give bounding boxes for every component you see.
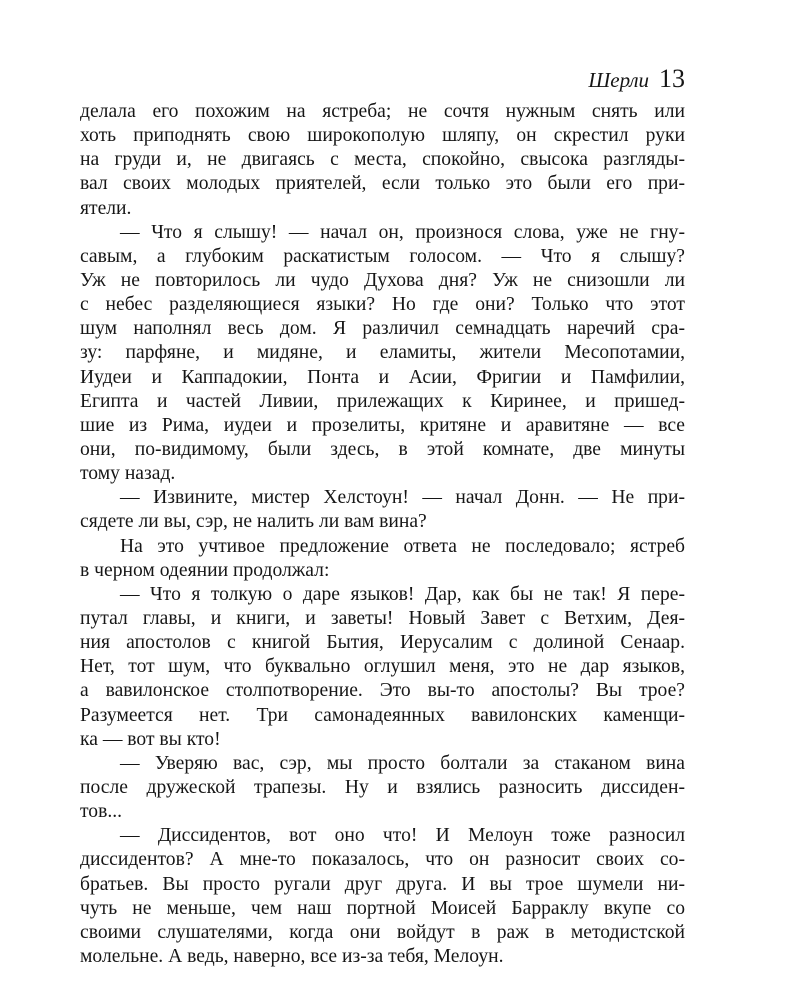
text-line: на груди и, не двигаясь с места, спокойно, свысока разгляды-: [80, 149, 685, 171]
text-line: — Что я толкую о даре языков! Дар, как бы не так! Я пере-: [120, 583, 685, 605]
text-line: сядете ли вы, сэр, не налить ли вам вина?: [80, 511, 427, 533]
text-line: ятели.: [80, 197, 132, 219]
text-line: — Уверяю вас, сэр, мы просто болтали за стаканом вина: [120, 752, 685, 774]
text-line: тов...: [80, 801, 123, 823]
text-line: Египта и частей Ливии, прилежащих к Киринее, и пришед-: [80, 390, 685, 412]
text-line: путал главы, и книги, и заветы! Новый Завет с Ветхим, Дея-: [80, 607, 685, 629]
text-line: братьев. Вы просто ругали друг друга. И вы трое шумели ни-: [80, 873, 685, 895]
text-line: На это учтивое предложение ответа не последовало; ястреб: [120, 535, 685, 557]
text-line: Разумеется нет. Три самонадеянных вавилонских каменщи-: [80, 704, 685, 726]
text-line: делала его похожим на ястреба; не сочтя нужным снять или: [80, 101, 685, 122]
text-line: зу: парфяне, и мидяне, и еламиты, жители Месопотамии,: [80, 342, 685, 364]
text-line: ка — вот вы кто!: [80, 728, 221, 750]
text-line: после дружеской трапезы. Ну и взялись разносить диссиден-: [80, 776, 685, 798]
text-line: молельне. А ведь, наверно, все из-за тебя, Мелоун.: [80, 945, 504, 967]
text-line: Уж не повторилось ли чудо Духова дня? Уж не снизошли ли: [80, 269, 685, 291]
text-line: шие из Рима, иудеи и прозелиты, критяне и аравитяне — все: [80, 414, 685, 436]
page-number: 13: [659, 64, 685, 93]
text-line: Нет, тот шум, что буквально оглушил меня, это не дар языков,: [80, 656, 685, 678]
text-line: ния апостолов с книгой Бытия, Иерусалим с долиной Сенаар.: [80, 632, 685, 654]
text-line: в черном одеянии продолжал:: [80, 559, 330, 581]
text-line: диссидентов? А мне-то показалось, что он разносит своих со-: [80, 849, 685, 871]
running-title: Шерли: [588, 68, 649, 92]
text-line: Иудеи и Каппадокии, Понта и Асии, Фригии и Памфилии,: [80, 366, 685, 388]
text-line: своими слушателями, когда они войдут в раж в методистской: [80, 921, 685, 943]
text-line: с небес разделяющиеся языки? Но где они? Только что этот: [80, 294, 685, 316]
text-line: — Диссидентов, вот оно что! И Мелоун тоже разносил: [120, 825, 685, 847]
text-line: савым, а глубоким раскатистым голосом. — Что я слышу?: [80, 245, 685, 267]
running-header: [588, 64, 685, 94]
text-line: — Что я слышу! — начал он, произнося слова, уже не гну-: [120, 221, 685, 243]
text-line: а вавилонское столпотворение. Это вы-то апостолы? Вы трое?: [80, 680, 685, 702]
text-line: — Извините, мистер Хелстоун! — начал Донн. — Не при-: [120, 487, 685, 509]
text-line: тому назад.: [80, 463, 176, 485]
body-text: [80, 100, 685, 969]
text-line: вал своих молодых приятелей, если только это были его при-: [80, 173, 685, 195]
text-line: они, по-видимому, были здесь, в этой комнате, две минуты: [80, 438, 685, 460]
text-line: хоть приподнять свою широкополую шляпу, он скрестил руки: [80, 125, 685, 147]
text-line: шум наполнял весь дом. Я различил семнадцать наречий сра-: [80, 318, 685, 340]
text-line: чуть не меньше, чем наш портной Моисей Барраклу вкупе со: [80, 897, 685, 919]
